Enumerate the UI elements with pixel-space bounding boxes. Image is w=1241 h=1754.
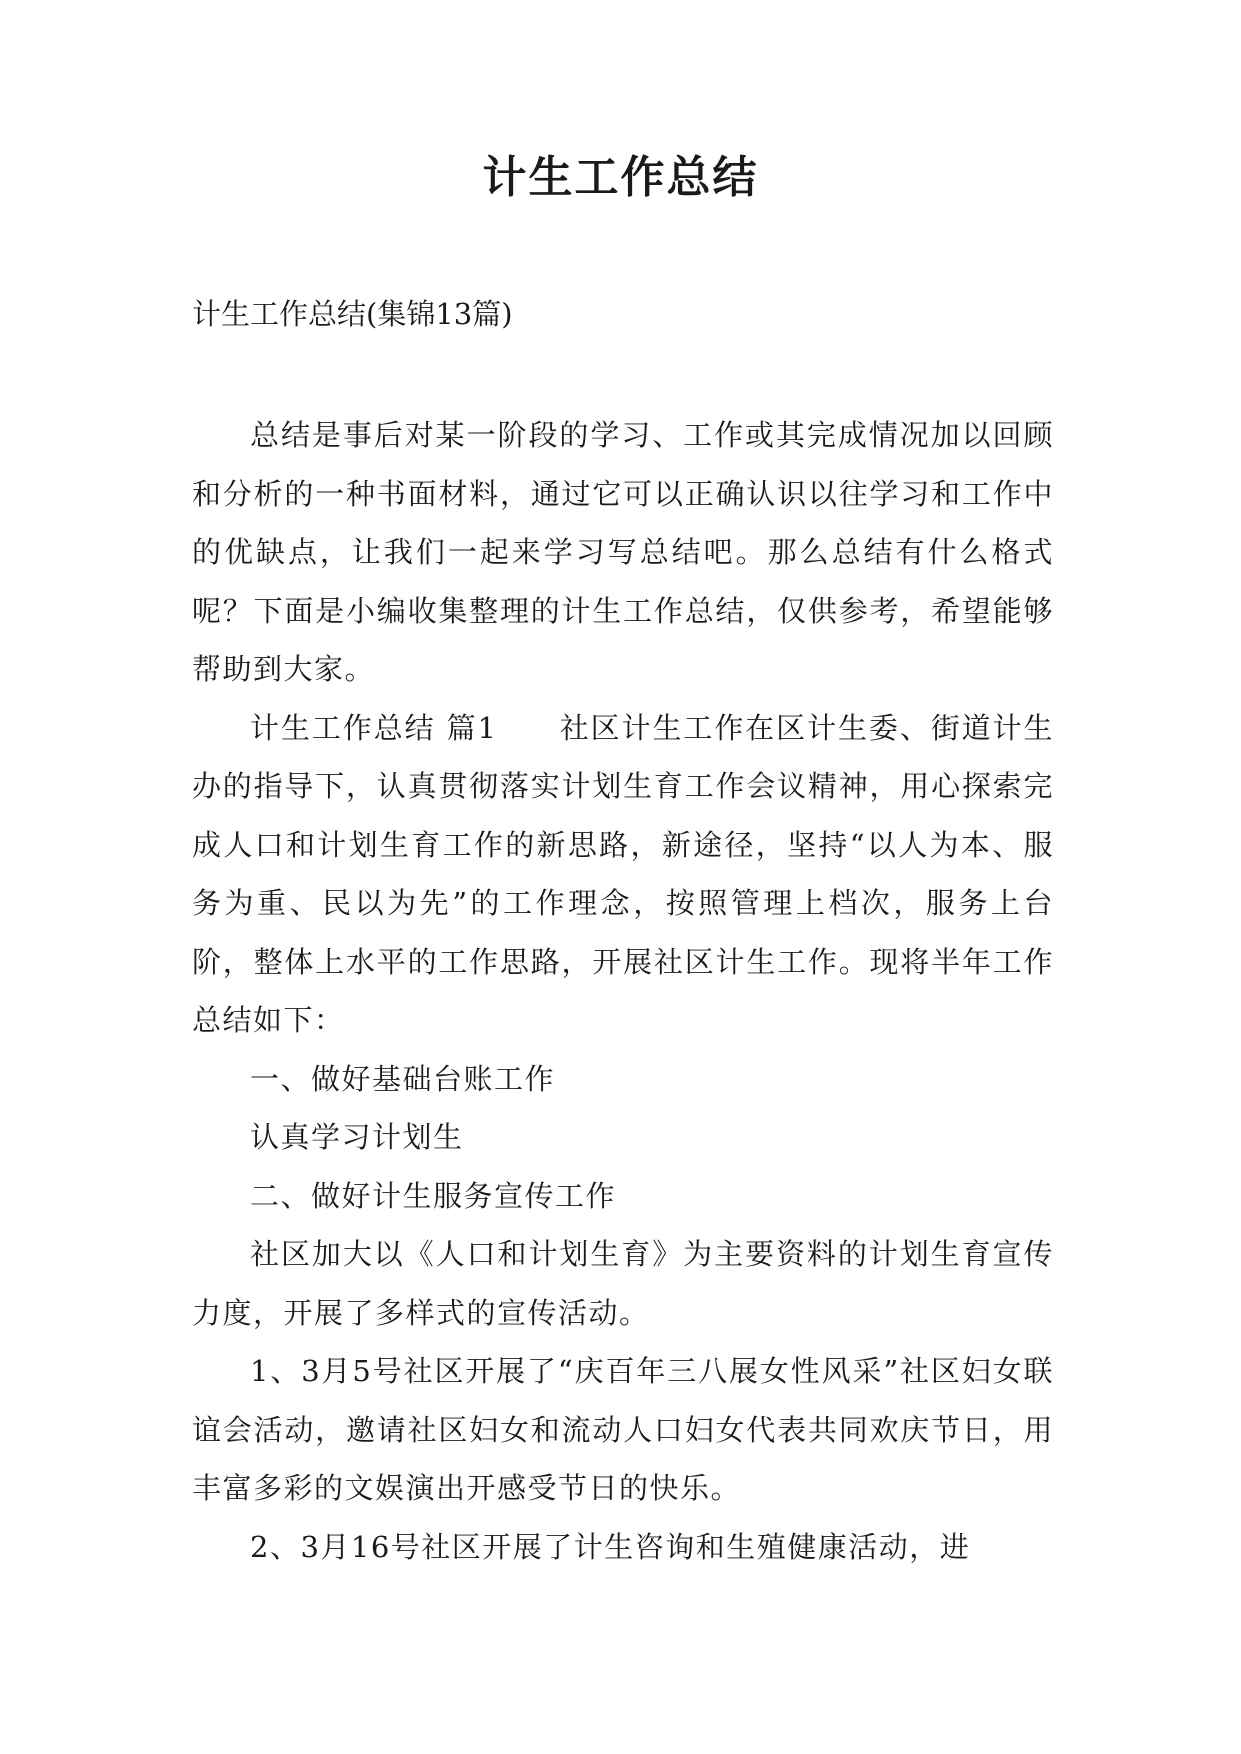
heading-ledger-work: 一、做好基础台账工作 (250, 1061, 556, 1096)
paragraph-publicity: 社区加大以《人口和计划生育》为主要资料的计划生育宣传力度，开展了多样式的宣传活动。 (192, 1237, 1054, 1330)
heading-publicity-work: 二、做好计生服务宣传工作 (250, 1178, 617, 1213)
paragraph-item-1: 1、3月5号社区开展了“庆百年三八展女性风采”社区妇女联谊会活动，邀请社区妇女和流动人口妇女代表共同欢庆节日，用丰富多彩的文娱演出开感受节日的快乐。 (192, 1354, 1054, 1505)
document-title: 计生工作总结 (482, 152, 759, 203)
paragraph-study: 认真学习计划生 (250, 1120, 464, 1154)
paragraph-section-1: 计生工作总结 篇1 社区计生工作在区计生委、街道计生办的指导下，认真贯彻落实计划生育工作会议精神，用心探索完成人口和计划生育工作的新思路，新途径，坚持“以人为本、服务为重、民以为先”的工作理念，按照管理上档次，服务上台阶，整体上水平的工作思路，开展社区计生工作。现将半年工作总结如下： (192, 710, 1054, 1037)
document-subtitle: 计生工作总结(集锦13篇) (192, 297, 513, 331)
paragraph-item-2: 2、3月16号社区开展了计生咨询和生殖健康活动，进 (250, 1529, 971, 1564)
document-body (192, 406, 1054, 1576)
paragraph-intro: 总结是事后对某一阶段的学习、工作或其完成情况加以回顾和分析的一种书面材料，通过它可以正确认识以往学习和工作中的优缺点，让我们一起来学习写总结吧。那么总结有什么格式呢？下面是小编收集整理的计生工作总结，仅供参考，希望能够帮助到大家。 (192, 418, 1054, 686)
